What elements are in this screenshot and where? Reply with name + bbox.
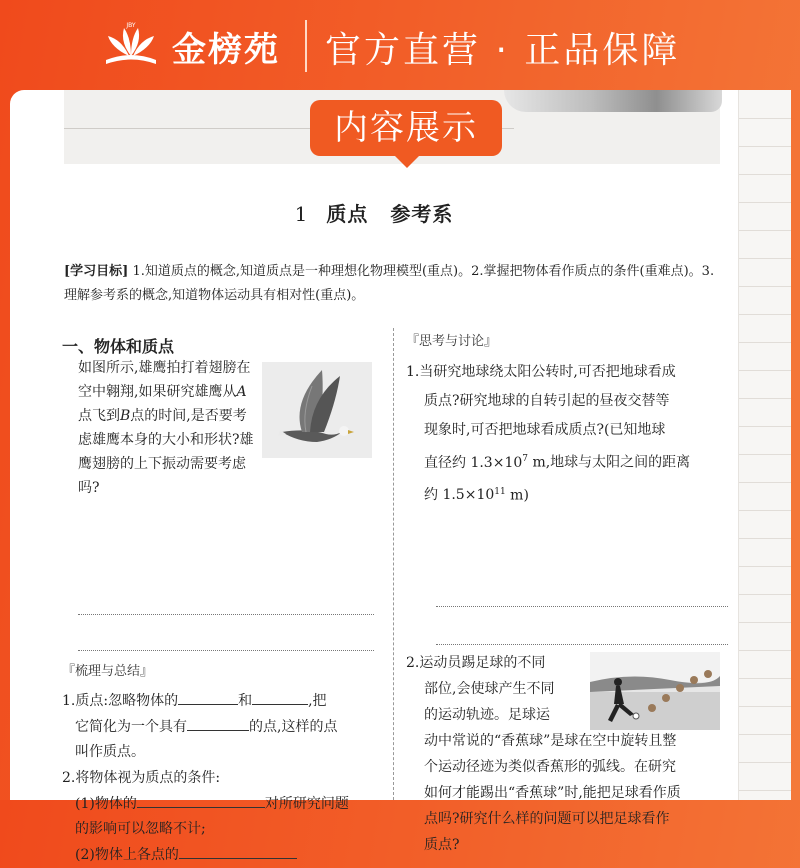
brand-name: 金榜苑 bbox=[172, 30, 280, 70]
summary-label: 『梳理与总结』 bbox=[62, 664, 154, 679]
objectives-tag: [学习目标] bbox=[64, 264, 129, 279]
objectives-text: 1.知道质点的概念,知道质点是一种理想化物理模型(重点)。2.掌握把物体看作质点的条件(重难点)。3.理解参考系的概念,知道物体运动具有相对性(重点)。 bbox=[64, 264, 715, 303]
store-header bbox=[0, 0, 800, 92]
lesson-number: 1 bbox=[294, 202, 309, 226]
eagle-image bbox=[262, 362, 372, 458]
lesson-title bbox=[10, 198, 738, 227]
soccer-player-image bbox=[590, 652, 720, 730]
content-display-badge: 内容展示 bbox=[310, 100, 502, 156]
fill-blank[interactable] bbox=[252, 688, 308, 705]
discussion-label: 『思考与讨论』 bbox=[406, 334, 498, 349]
discussion-question-1: 1.当研究地球绕太阳公转时,可否把地球看成 质点?研究地球的自转引起的昼夜交替等 现象时,可否把地球看成质点?(已知地球 直径约 $1.3\times 10^7$ m,地球与太阳之间的距离 约 $1.5\times 10^{11}$ m) bbox=[406, 364, 691, 504]
lotus-book-logo bbox=[100, 20, 162, 70]
eagle-question: 如图所示,雄鹰拍打着翅膀在空中翱翔,如果研究雄鹰从A点飞到B点的时间,是否要考虑雄鹰本身的大小和形状?雄鹰翅膀的上下振动需要考虑吗? bbox=[78, 360, 254, 496]
content-card bbox=[10, 90, 790, 863]
header-divider bbox=[305, 20, 307, 72]
answer-line-1 bbox=[78, 614, 374, 615]
answer-line-3 bbox=[436, 606, 728, 607]
left-column bbox=[62, 328, 382, 863]
svg-text:JBY: JBY bbox=[126, 22, 136, 29]
column-divider bbox=[393, 328, 394, 800]
answer-line-4 bbox=[436, 644, 728, 645]
fill-blank[interactable] bbox=[179, 842, 297, 859]
discussion-question-2: 2.运动员踢足球的不同 部位,会使球产生不同 的运动轨迹。足球运 动中常说的“香蕉球”是球在空中旋转且整 个运动径迹为类似香蕉形的弧线。在研究 如何才能踢出“香蕉球”时,能把足球看作质 点吗?研究什么样的问题可以把足球看作 质点? bbox=[406, 655, 681, 853]
lesson-title-part2: 参考系 bbox=[390, 202, 454, 226]
fill-blank[interactable] bbox=[178, 688, 238, 705]
section-title: 一、物体和质点 bbox=[62, 337, 175, 356]
summary-item-2: 2.将物体视为质点的条件: (1)物体的 对所研究问题 的影响可以忽略不计; (2)物体上各点的 bbox=[62, 770, 349, 863]
learning-objectives bbox=[64, 260, 724, 308]
answer-line-2 bbox=[78, 650, 374, 651]
summary-item-1: 1.质点:忽略物体的 和 ,把 它简化为一个具有 的点,这样的点 叫作质点。 bbox=[62, 688, 382, 765]
badge-pointer bbox=[393, 154, 421, 168]
lesson-title-part1: 质点 bbox=[326, 202, 369, 226]
fill-blank[interactable] bbox=[137, 791, 265, 808]
page-edge-strip bbox=[738, 90, 791, 800]
fill-blank[interactable] bbox=[187, 714, 249, 731]
store-slogan: 官方直营 · 正品保障 bbox=[325, 30, 681, 71]
header-photo-strip bbox=[504, 90, 722, 112]
